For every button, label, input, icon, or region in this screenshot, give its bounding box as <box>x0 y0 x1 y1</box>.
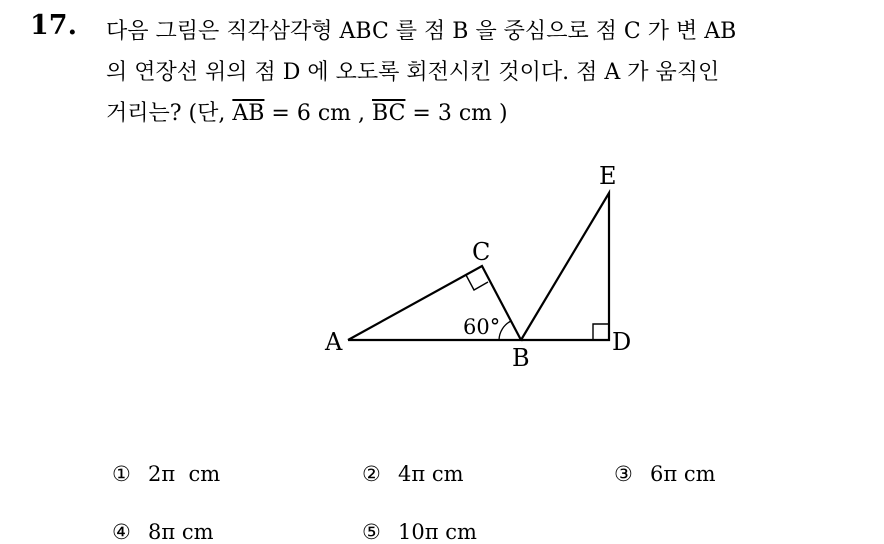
right-angle-mark-c <box>466 275 488 290</box>
option-5-text: 10π cm <box>398 520 477 544</box>
angle-label-60: 60° <box>463 315 501 339</box>
angle-arc-b <box>499 321 511 340</box>
point-label-d: D <box>612 328 632 356</box>
option-4[interactable] <box>112 520 214 544</box>
option-1[interactable] <box>112 462 220 486</box>
triangle-dbe <box>521 193 609 340</box>
question-text-line-1: 다음 그림은 직각삼각형 ABC 를 점 B 을 중심으로 점 C 가 변 AB <box>106 19 737 44</box>
option-3-text: 6π cm <box>650 462 716 486</box>
option-2[interactable] <box>362 462 464 486</box>
option-1-number: ① <box>112 462 131 486</box>
option-3[interactable] <box>614 462 716 486</box>
option-5[interactable] <box>362 520 477 544</box>
option-4-number: ④ <box>112 520 131 544</box>
question-text-line-2: 의 연장선 위의 점 D 에 오도록 회전시킨 것이다. 점 A 가 움직인 <box>106 60 720 85</box>
option-2-text: 4π cm <box>398 462 464 486</box>
point-label-a: A <box>325 328 343 356</box>
option-1-text: 2π cm <box>148 462 221 486</box>
option-4-text: 8π cm <box>148 520 214 544</box>
point-label-e: E <box>599 162 617 190</box>
point-label-b: B <box>512 344 530 372</box>
point-label-c: C <box>472 238 491 266</box>
segment-bc-label: $\overline{BC}$ <box>372 101 406 126</box>
question-number: 17. <box>30 10 77 41</box>
segment-ab-label: $\overline{AB}$ <box>232 101 265 126</box>
right-angle-mark-d <box>593 324 609 340</box>
option-3-number: ③ <box>614 462 633 486</box>
question-line-3-prefix: 거리는? (단, <box>106 101 233 126</box>
option-2-number: ② <box>362 462 381 486</box>
segment-bc-value: = 3 cm ) <box>405 101 508 126</box>
segment-ab-value: = 6 cm , <box>264 101 373 126</box>
option-5-number: ⑤ <box>362 520 381 544</box>
